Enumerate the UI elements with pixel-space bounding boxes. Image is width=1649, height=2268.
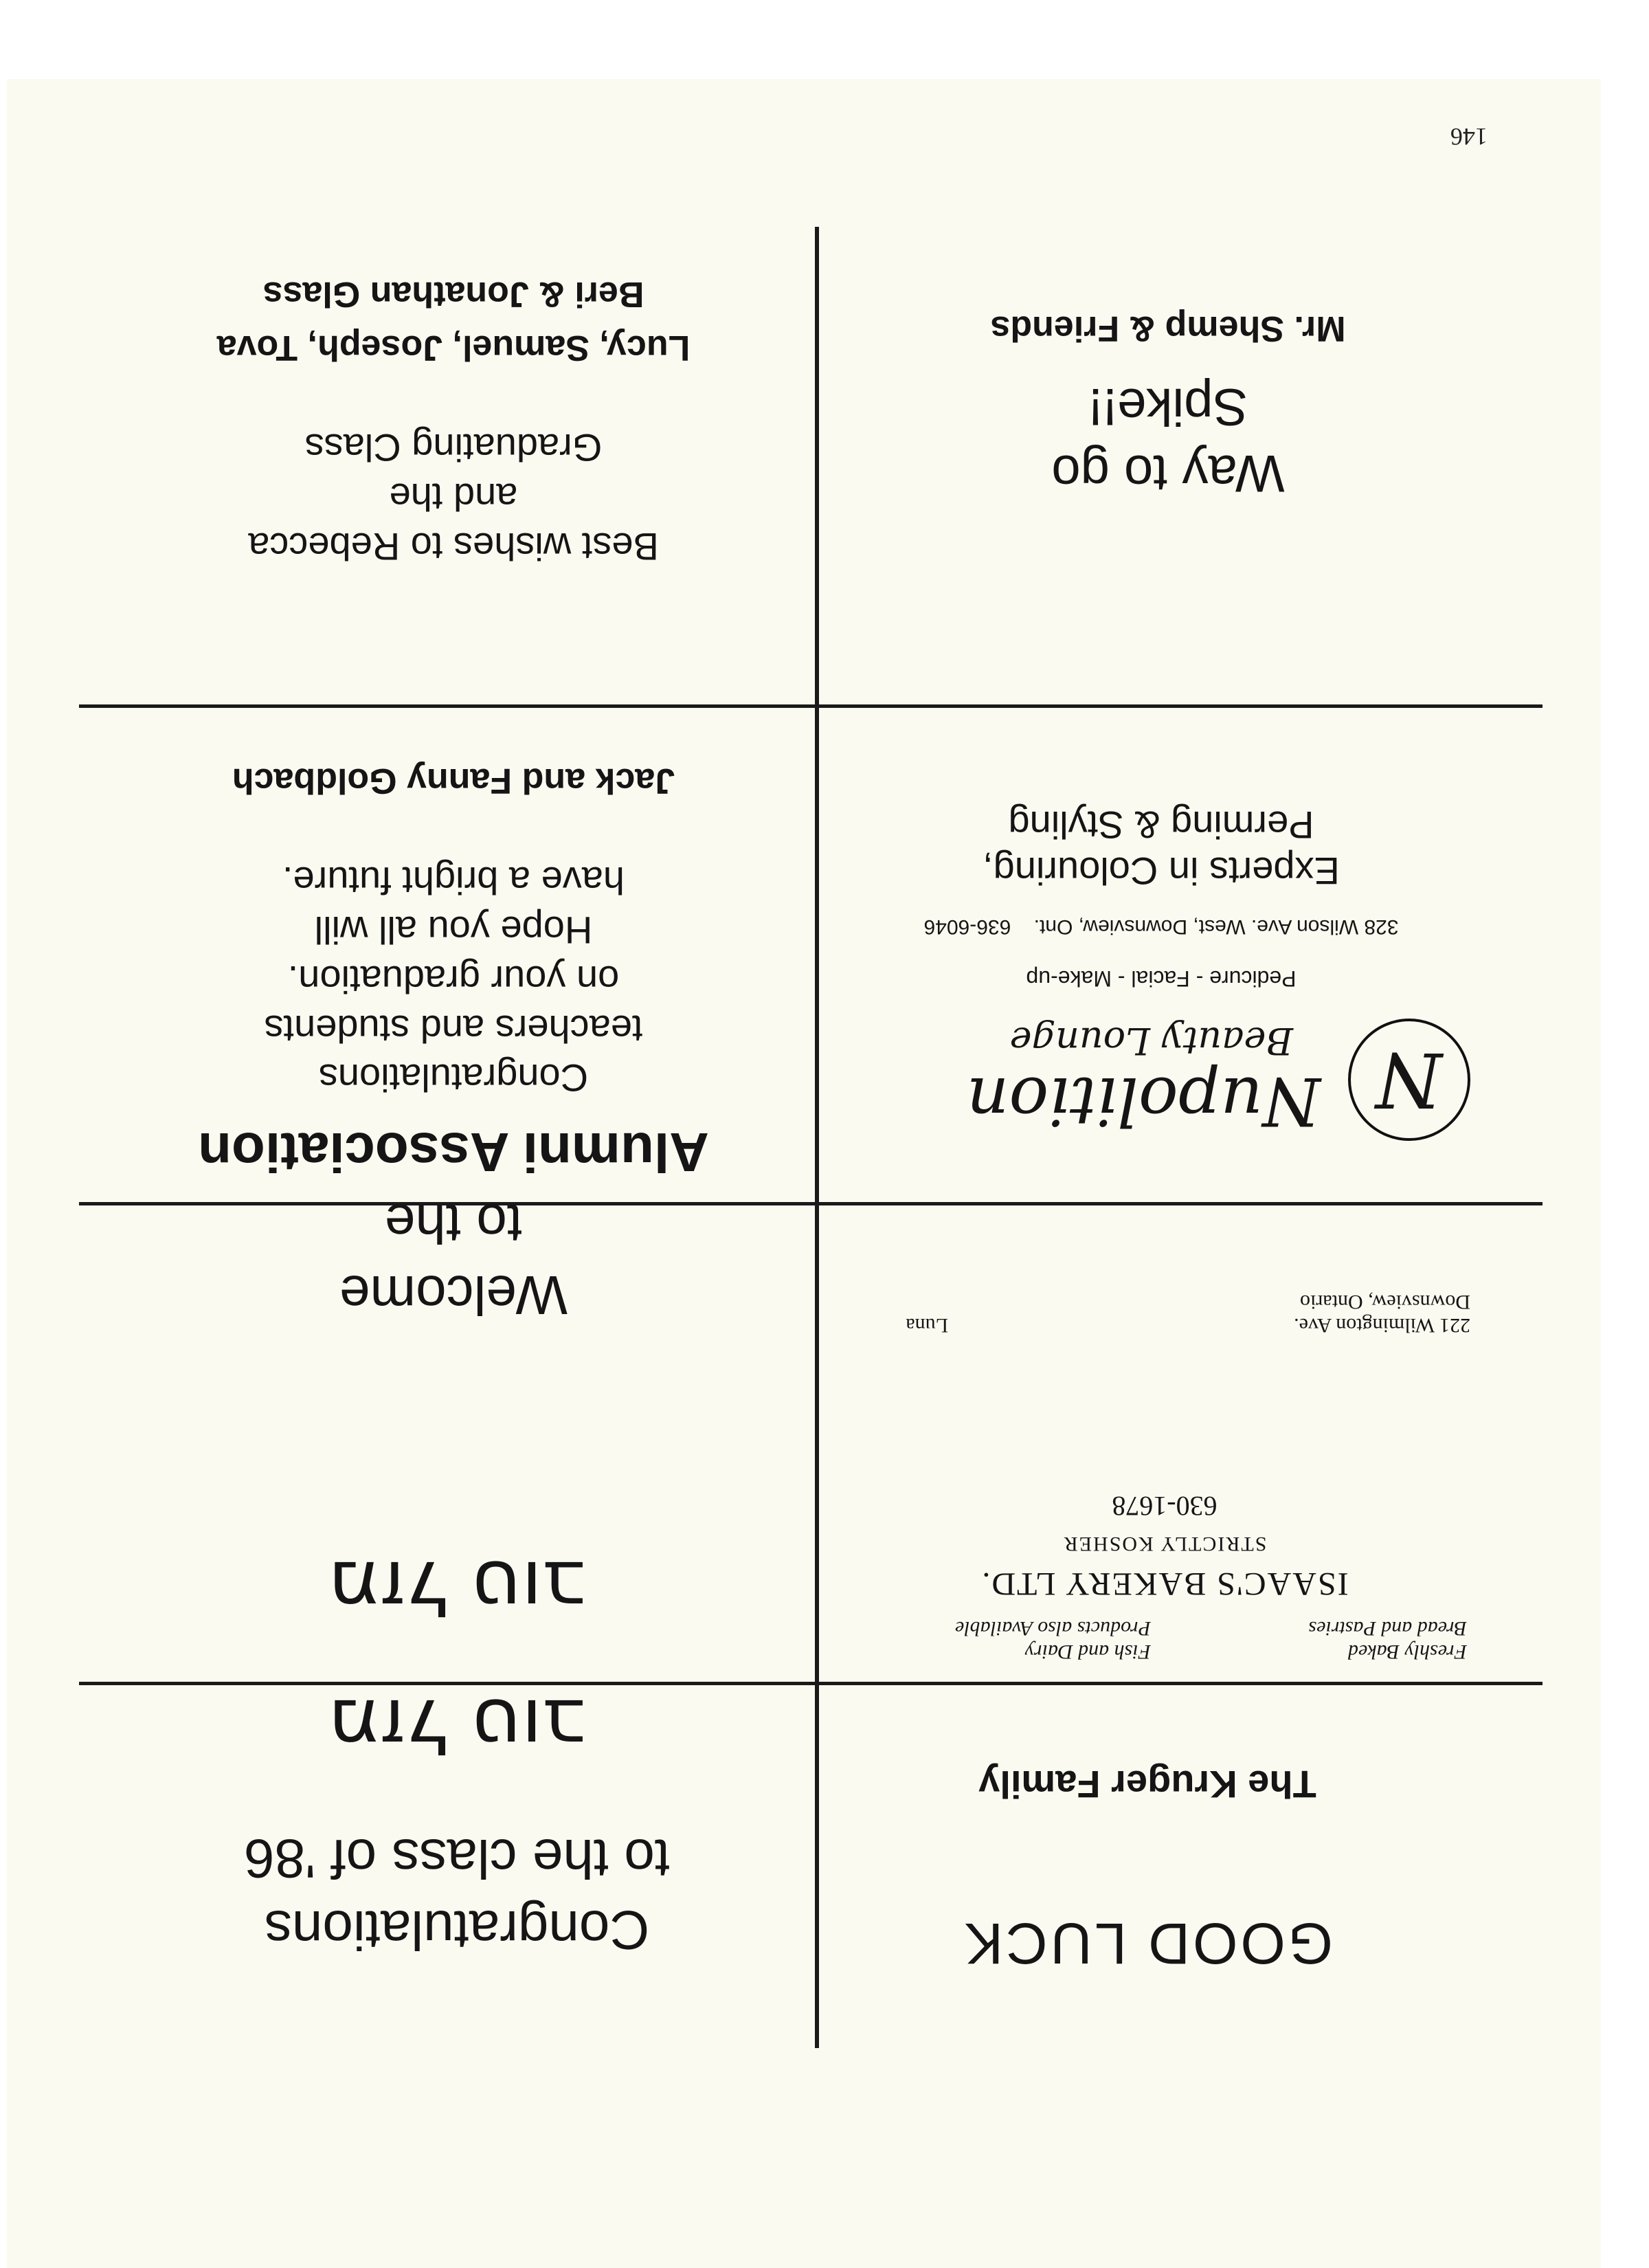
ad-signature: The Kruger Family — [978, 1763, 1316, 1806]
beauty-tagline — [983, 802, 1340, 894]
address-line: 221 Wilmington Ave. — [1294, 1314, 1470, 1337]
signature-line: Lucy, Samuel, Joseph, Tova — [216, 328, 691, 368]
ad-goldbach — [124, 694, 783, 1168]
address-line: Downsview, Ontario — [1299, 1291, 1470, 1313]
ad-line: Welcome — [339, 1265, 568, 1326]
ad-line: teachers and students — [264, 1007, 643, 1051]
ad-line: and the — [389, 475, 518, 519]
ad-line: Graduating Class — [304, 426, 603, 470]
ad-line: Hope you all will — [314, 909, 593, 953]
center-divider — [815, 227, 819, 2048]
ad-line: Best wishes to Rebecca — [248, 524, 659, 568]
ad-headline: GOOD LUCK — [961, 1911, 1334, 1976]
beauty-name: Nupolition — [966, 1063, 1321, 1140]
ad-class-of-86 — [131, 1457, 783, 1966]
bakery-subtitle: STRICTLY KOSHER — [1062, 1533, 1267, 1555]
ad-line: Alumni Association — [198, 1122, 709, 1183]
bakery-tag-right — [862, 1616, 1151, 1663]
hebrew-line: מזל טוב — [328, 1682, 586, 1770]
page-number: 146 — [1450, 123, 1488, 151]
beauty-script-title — [967, 1020, 1321, 1140]
bakery-taglines — [862, 1616, 1467, 1663]
beauty-type: Beauty Lounge — [1009, 1019, 1293, 1063]
ad-glass-family — [124, 199, 783, 639]
ad-line: to the class of '86 — [243, 1828, 671, 1889]
ad-kruger-family — [873, 1732, 1422, 2007]
ad-isaacs-bakery — [838, 1223, 1491, 1663]
bakery-tag-line: Fish and Dairy — [1024, 1641, 1151, 1663]
ad-beauty-lounge — [831, 687, 1491, 1155]
ad-signature: Mr. Shemp & Friends — [990, 309, 1346, 348]
ad-line: Congratulations — [318, 1056, 589, 1100]
ad-line: have a bright future. — [282, 859, 625, 903]
bakery-tag-line: Freshly Baked — [1348, 1641, 1467, 1663]
ad-spike — [845, 247, 1491, 564]
ad-line: to the — [384, 1193, 523, 1254]
ad-signature: Jack and Fanny Goldbach — [232, 760, 675, 801]
bakery-phone: 630-1678 — [1112, 1491, 1218, 1522]
monogram-logo-icon: N — [1348, 1019, 1470, 1141]
ad-signature — [217, 268, 691, 375]
ad-line: Congratulations — [264, 1900, 650, 1961]
ad-line: Way to go — [1051, 444, 1285, 502]
bakery-tag-line: Bread and Pastries — [1308, 1617, 1467, 1640]
bakery-tag-left — [1178, 1616, 1467, 1663]
ad-line: on your graduation. — [287, 957, 620, 1001]
ad-line: Spike!! — [1088, 377, 1248, 436]
bakery-address — [1294, 1290, 1470, 1337]
beauty-services: Pedicure - Facial - Make-up — [1026, 966, 1297, 991]
tagline-line: Perming & Styling — [1008, 803, 1314, 847]
bakery-tag-line: Products also Available — [955, 1617, 1151, 1640]
signature-line: Beri & Jonathan Glass — [262, 274, 644, 315]
bakery-name: ISAAC'S BAKERY LTD. — [980, 1566, 1349, 1602]
hebrew-line: מזל טוב — [328, 1544, 586, 1632]
bakery-contact: Luna — [906, 1314, 948, 1337]
beauty-address: 328 Wilson Ave. West, Downsview, Ont. 636-6046 — [923, 915, 1399, 938]
beauty-logo — [852, 1019, 1470, 1141]
tagline-line: Experts in Colouring, — [983, 849, 1340, 893]
